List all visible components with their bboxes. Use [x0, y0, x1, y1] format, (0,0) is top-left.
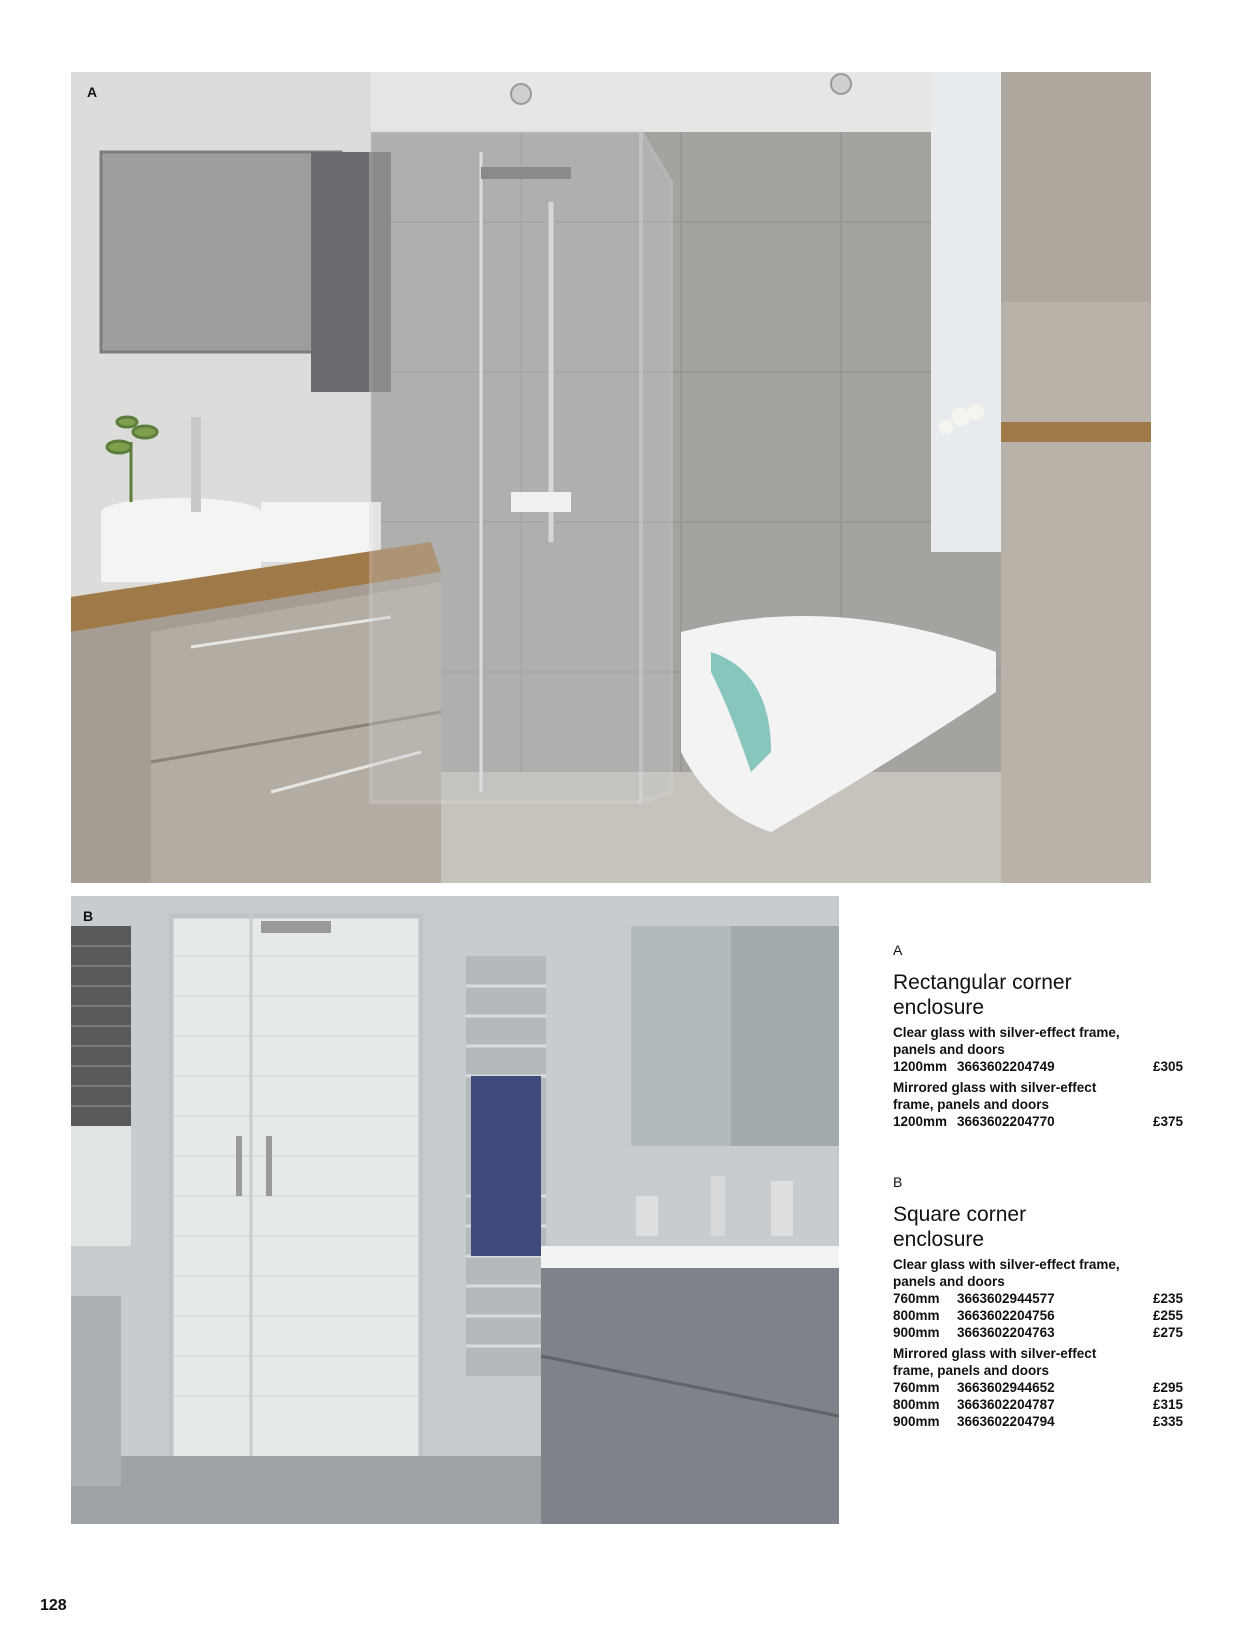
price: £235 — [1152, 1291, 1183, 1306]
product-b-title-line-1: Square corner — [893, 1203, 1027, 1226]
product-code: 3663602204770 — [957, 1114, 1055, 1129]
price-row — [893, 1413, 1183, 1430]
price: £375 — [1152, 1114, 1183, 1129]
description-line: panels and doors — [893, 1274, 1005, 1289]
product-code: 3663602204749 — [957, 1059, 1055, 1074]
price-row — [893, 1307, 1183, 1324]
product-a-info — [893, 942, 1183, 1130]
product-a-letter: A — [893, 942, 903, 958]
size: 800mm — [893, 1397, 940, 1412]
description-line: frame, panels and doors — [893, 1363, 1050, 1378]
size: 760mm — [893, 1291, 940, 1306]
size: 760mm — [893, 1380, 940, 1395]
product-b-group-clear — [893, 1256, 1183, 1341]
price-row — [893, 1290, 1183, 1307]
product-a-title — [893, 970, 1183, 1020]
product-a-group-mirrored — [893, 1079, 1183, 1130]
group-description — [893, 1024, 1183, 1058]
price: £335 — [1152, 1414, 1183, 1429]
product-a-group-clear — [893, 1024, 1183, 1075]
photo-a-label: A — [87, 84, 98, 100]
product-a-title-line-1: Rectangular corner — [893, 971, 1072, 994]
price-row — [893, 1379, 1183, 1396]
product-b-title — [893, 1202, 1183, 1252]
description-line: Mirrored glass with silver-effect — [893, 1346, 1097, 1361]
product-code: 3663602204787 — [957, 1397, 1055, 1412]
price: £315 — [1152, 1397, 1183, 1412]
group-description — [893, 1079, 1183, 1113]
size: 900mm — [893, 1414, 940, 1429]
price-row — [893, 1113, 1183, 1130]
photo-a-illustration — [71, 72, 1151, 883]
price-row — [893, 1058, 1183, 1075]
photo-b-label: B — [83, 908, 94, 924]
price-row — [893, 1396, 1183, 1413]
price: £305 — [1152, 1059, 1183, 1074]
size: 900mm — [893, 1325, 940, 1340]
description-line: Clear glass with silver-effect frame, — [893, 1025, 1120, 1040]
size: 1200mm — [893, 1059, 948, 1074]
product-code: 3663602944652 — [957, 1380, 1055, 1395]
price: £255 — [1152, 1308, 1183, 1323]
product-b-title-line-2: enclosure — [893, 1228, 985, 1251]
product-code: 3663602204794 — [957, 1414, 1055, 1429]
group-description — [893, 1256, 1183, 1290]
photo-b-illustration — [71, 896, 839, 1524]
size: 1200mm — [893, 1114, 948, 1129]
product-b-info — [893, 1174, 1183, 1430]
product-b-group-mirrored — [893, 1345, 1183, 1430]
group-description — [893, 1345, 1183, 1379]
price: £295 — [1152, 1380, 1183, 1395]
description-line: panels and doors — [893, 1042, 1005, 1057]
photo-b-bathroom — [71, 896, 839, 1524]
price-row — [893, 1324, 1183, 1341]
product-b-letter: B — [893, 1174, 903, 1190]
product-code: 3663602204763 — [957, 1325, 1055, 1340]
description-line: Clear glass with silver-effect frame, — [893, 1257, 1120, 1272]
page-number: 128 — [40, 1597, 67, 1614]
description-line: Mirrored glass with silver-effect — [893, 1080, 1097, 1095]
product-a-title-line-2: enclosure — [893, 996, 985, 1019]
price: £275 — [1152, 1325, 1183, 1340]
product-code: 3663602944577 — [957, 1291, 1055, 1306]
photo-a-bathroom — [71, 72, 1151, 883]
size: 800mm — [893, 1308, 940, 1323]
product-code: 3663602204756 — [957, 1308, 1055, 1323]
description-line: frame, panels and doors — [893, 1097, 1050, 1112]
